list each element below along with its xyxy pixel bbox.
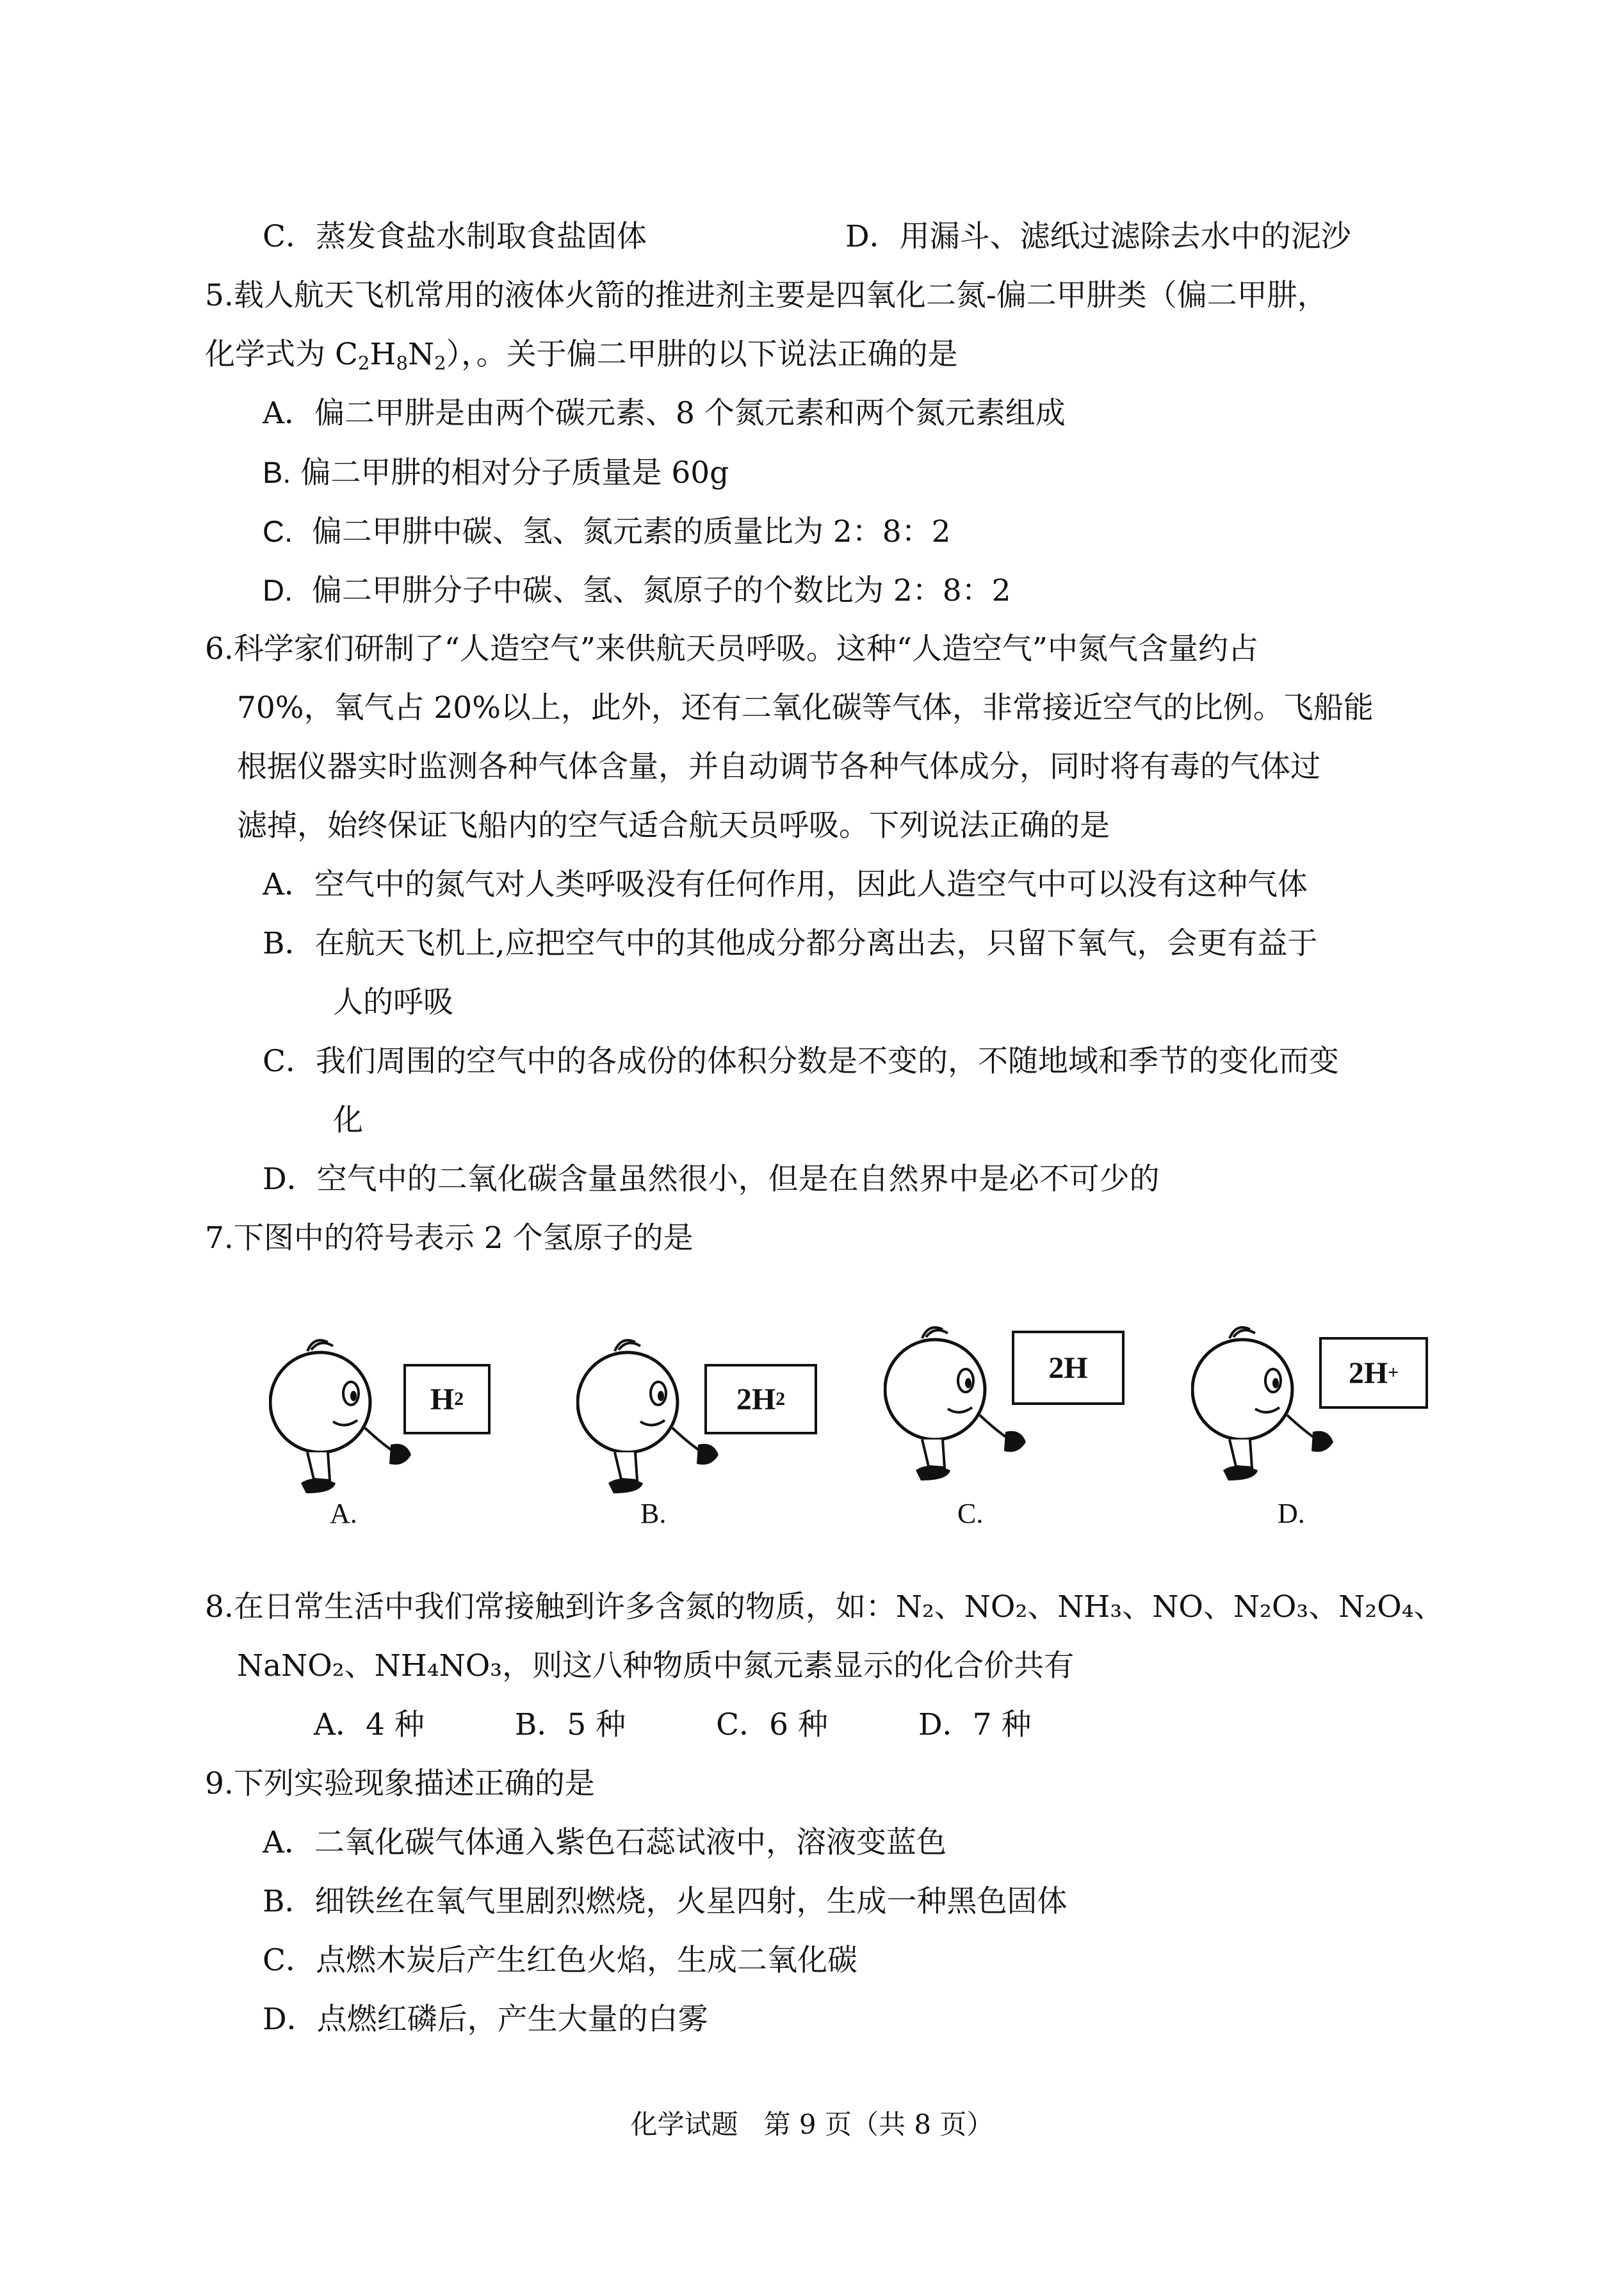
q7-figure-b-sign: 2H 2 <box>704 1364 817 1434</box>
q7-figure-c-label: C. <box>957 1498 984 1529</box>
q5-formula-n-sub: 2 <box>434 352 446 375</box>
q5-stem-line-1: 5.载人航天飞机常用的液体火箭的推进剂主要是四氧化二氮-偏二甲肼类（偏二甲肼， <box>205 278 1328 313</box>
q8-options: A．4 种 B．5 种 C．6 种 D．7 种 <box>314 1707 1032 1742</box>
q7-figure-a-label: A. <box>330 1498 357 1529</box>
q5-option-d-text: 偏二甲肼分子中碳、氢、氮原子的个数比为 2：8：2 <box>311 573 1011 608</box>
q6-stem-line-2: 70%，氧气占 20%以上，此外，还有二氧化碳等气体，非常接近空气的比例。飞船能 <box>237 690 1374 726</box>
q7-figure-d <box>1191 1319 1434 1529</box>
q5-formula-h-sub: 8 <box>396 352 408 375</box>
q6-option-c-line-1: C．我们周围的空气中的各成份的体积分数是不变的，不随地域和季节的变化而变 <box>263 1044 1339 1079</box>
q5-formula-c-sub: 2 <box>357 352 370 375</box>
q9-option-d: D．点燃红磷后，产生大量的白雾 <box>263 2002 708 2037</box>
sign-formula: H <box>430 1382 455 1416</box>
q5-option-b-text: 偏二甲肼的相对分子质量是 60g <box>300 455 729 491</box>
q5-option-b-letter: B. <box>263 455 291 489</box>
q6-option-a: A．空气中的氮气对人类呼吸没有任何作用，因此人造空气中可以没有这种气体 <box>263 867 1308 902</box>
q7-stem: 7.下图中的符号表示 2 个氢原子的是 <box>205 1220 694 1256</box>
q8-stem-line-2: NaNO₂、NH₄NO₃，则这八种物质中氮元素显示的化合价共有 <box>237 1648 1075 1683</box>
q9-option-a: A．二氧化碳气体通入紫色石蕊试液中，溶液变蓝色 <box>263 1825 946 1860</box>
sign-formula: 2H <box>1048 1350 1088 1385</box>
sign-formula: 2H <box>736 1382 776 1416</box>
q4-option-d: D．用漏斗、滤纸过滤除去水中的泥沙 <box>845 219 1351 254</box>
q5-formula-n: N <box>407 337 435 372</box>
q5-option-a: A．偏二甲肼是由两个碳元素、8 个氮元素和两个氮元素组成 <box>263 396 1066 431</box>
q7-figure-a <box>269 1332 512 1529</box>
q4-option-c: C．蒸发食盐水制取食盐固体 <box>263 219 647 254</box>
q6-option-d: D．空气中的二氧化碳含量虽然很小，但是在自然界中是必不可少的 <box>263 1162 1160 1197</box>
q5-option-c-letter: C. <box>263 514 293 548</box>
q5-option-c <box>263 512 951 551</box>
sign-formula: 2H <box>1348 1356 1388 1390</box>
footer-subject: 化学试题 <box>630 2109 738 2140</box>
q9-stem: 9.下列实验现象描述正确的是 <box>205 1766 595 1801</box>
footer-page-number: 第 9 页（共 8 页） <box>763 2109 994 2140</box>
q6-option-b-line-1: B．在航天飞机上,应把空气中的其他成分都分离出去，只留下氧气，会更有益于 <box>263 926 1318 961</box>
q5-option-d-letter: D. <box>263 573 293 607</box>
q7-figure-d-label: D. <box>1278 1498 1305 1529</box>
q7-figure-b <box>576 1332 820 1529</box>
page-footer <box>0 2107 1624 2143</box>
q5-option-b <box>263 453 729 492</box>
q9-option-b: B．细铁丝在氧气里剧烈燃烧，火星四射，生成一种黑色固体 <box>263 1884 1068 1919</box>
q6-stem-line-1: 6.科学家们研制了“人造空气”来供航天员呼吸。这种“人造空气”中氮气含量约占 <box>205 631 1258 667</box>
q7-figure-c-sign <box>1012 1331 1125 1405</box>
q5-formula-h: H <box>369 337 396 372</box>
q6-option-b-line-2: 人的呼吸 <box>333 985 453 1020</box>
q5-option-c-text: 偏二甲肼中碳、氢、氮元素的质量比为 2：8：2 <box>311 514 951 549</box>
q7-figure-b-label: B. <box>640 1498 667 1529</box>
q6-option-c-line-2: 化 <box>333 1103 363 1138</box>
q5-stem-line-2-prefix: 化学式为 C <box>205 337 358 372</box>
q5-stem-line-2-suffix: ），。关于偏二甲肼的以下说法正确的是 <box>446 337 958 372</box>
q7-figure-c <box>884 1319 1127 1529</box>
q7-figure-d-sign: 2H + <box>1319 1337 1428 1409</box>
q7-figure-a-sign: H 2 <box>403 1364 491 1434</box>
q6-stem-line-4: 滤掉，始终保证飞船内的空气适合航天员呼吸。下列说法正确的是 <box>237 808 1110 843</box>
q6-stem-line-3: 根据仪器实时监测各种气体含量，并自动调节各种气体成分，同时将有毒的气体过 <box>237 749 1320 784</box>
q9-option-c: C．点燃木炭后产生红色火焰，生成二氧化碳 <box>263 1943 857 1978</box>
q5-option-d <box>263 571 1011 610</box>
q8-stem-line-1: 8.在日常生活中我们常接触到许多含氮的物质，如：N₂、NO₂、NH₃、NO、N₂O₃、N₂O₄、 <box>205 1589 1444 1625</box>
q5-stem-line-2 <box>205 336 958 374</box>
